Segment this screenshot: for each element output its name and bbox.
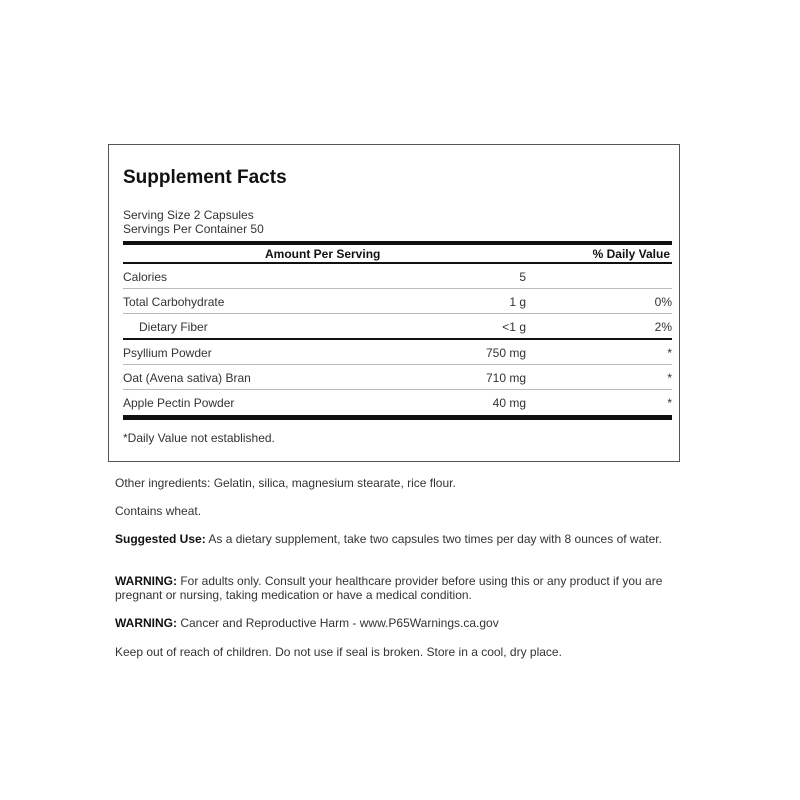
row-daily-value: * — [667, 371, 672, 385]
table-row — [123, 264, 672, 289]
row-amount: 5 — [519, 270, 526, 284]
suggested-use-label: Suggested Use: — [115, 532, 206, 546]
allergen-statement: Contains wheat. — [115, 504, 202, 518]
warning-adults — [115, 574, 675, 602]
table-row — [123, 314, 672, 339]
suggested-use — [115, 532, 675, 546]
row-name: Total Carbohydrate — [123, 295, 225, 309]
warning-text: Cancer and Reproductive Harm - www.P65Warnings.ca.gov — [177, 616, 499, 630]
header-daily-value: % Daily Value — [592, 247, 670, 261]
table-row — [123, 365, 672, 390]
table-row — [123, 390, 672, 415]
table-row — [123, 289, 672, 314]
thick-divider-top — [123, 241, 672, 245]
row-amount: 1 g — [509, 295, 526, 309]
row-amount: 750 mg — [485, 346, 526, 360]
row-daily-value: * — [667, 396, 672, 410]
warning-prop65 — [115, 616, 675, 630]
row-daily-value: 2% — [654, 320, 672, 334]
warning-text: For adults only. Consult your healthcare provider before using this or any product if you are pregnant or nursing, taking medication or have a medical condition. — [115, 574, 663, 602]
thick-divider-bottom — [123, 415, 672, 420]
row-name: Calories — [123, 270, 168, 284]
storage-instructions: Keep out of reach of children. Do not use if seal is broken. Store in a cool, dry place. — [115, 645, 562, 659]
row-name: Apple Pectin Powder — [123, 396, 235, 410]
other-ingredients: Other ingredients: Gelatin, silica, magnesium stearate, rice flour. — [115, 476, 456, 490]
serving-size: Serving Size 2 Capsules — [123, 208, 254, 222]
row-amount: 40 mg — [492, 396, 526, 410]
servings-per-container: Servings Per Container 50 — [123, 222, 264, 236]
warning-label: WARNING: — [115, 574, 177, 588]
row-name: Dietary Fiber — [139, 320, 208, 334]
supplement-facts-panel — [108, 144, 680, 462]
row-daily-value: * — [667, 346, 672, 360]
daily-value-footnote: *Daily Value not established. — [123, 431, 275, 445]
suggested-use-text: As a dietary supplement, take two capsules two times per day with 8 ounces of water. — [205, 532, 662, 546]
row-name: Psyllium Powder — [123, 346, 212, 360]
header-amount-per-serving: Amount Per Serving — [265, 247, 381, 261]
warning-label: WARNING: — [115, 616, 177, 630]
table-row — [123, 340, 672, 365]
row-name: Oat (Avena sativa) Bran — [123, 371, 251, 385]
row-amount: 710 mg — [485, 371, 526, 385]
row-daily-value: 0% — [654, 295, 672, 309]
facts-title: Supplement Facts — [123, 167, 287, 188]
row-amount: <1 g — [502, 320, 526, 334]
